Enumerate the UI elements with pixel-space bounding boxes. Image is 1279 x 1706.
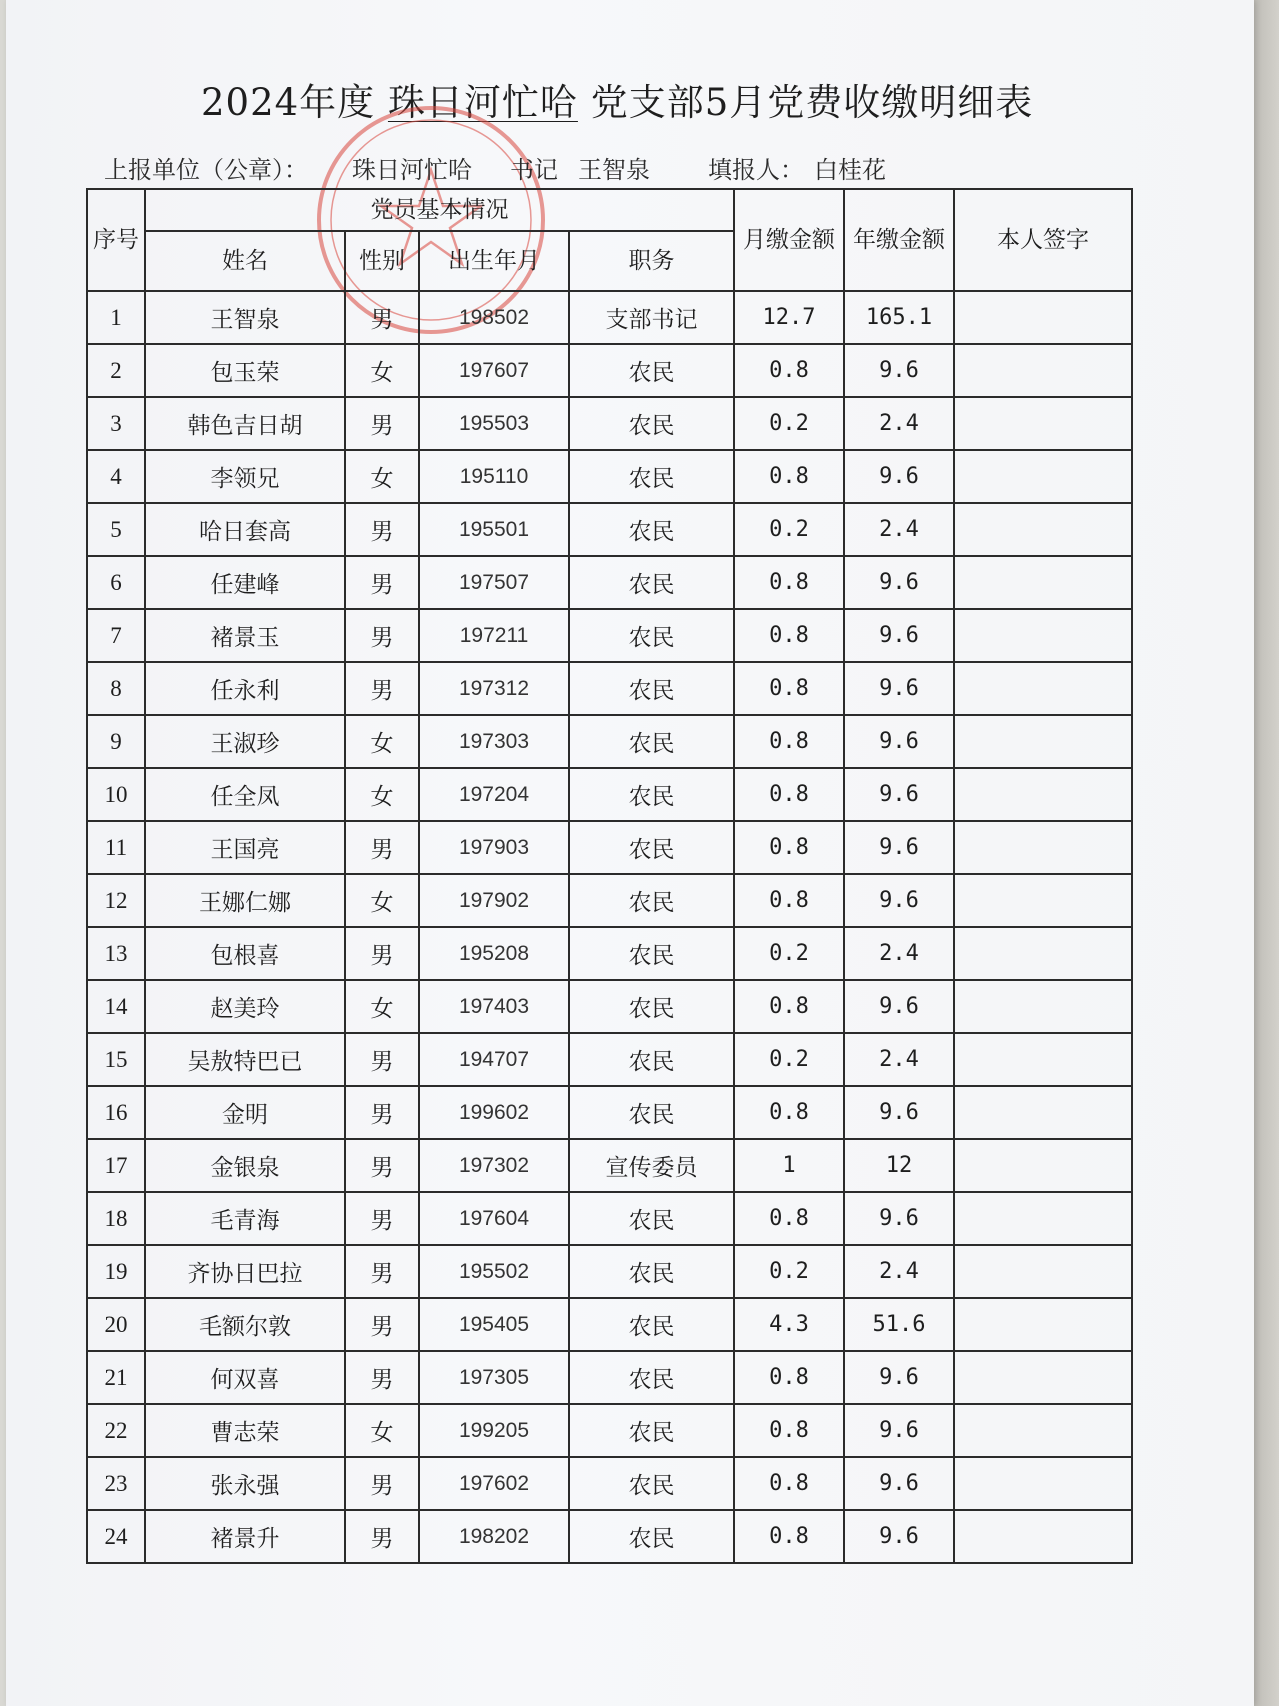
row-yearly-fee: 12 bbox=[844, 1139, 954, 1192]
row-yearly-fee: 9.6 bbox=[844, 662, 954, 715]
row-signature-cell[interactable] bbox=[954, 609, 1132, 662]
row-index: 1 bbox=[87, 291, 145, 344]
title-branch: 珠日河忙哈 bbox=[387, 81, 578, 124]
row-birth: 195405 bbox=[419, 1298, 569, 1351]
row-index: 22 bbox=[87, 1404, 145, 1457]
row-monthly-fee: 0.8 bbox=[734, 1351, 844, 1404]
row-monthly-fee: 12.7 bbox=[734, 291, 844, 344]
row-monthly-fee: 0.8 bbox=[734, 662, 844, 715]
table-row bbox=[87, 768, 1132, 821]
row-name: 任全凤 bbox=[145, 768, 345, 821]
row-gender: 男 bbox=[345, 1457, 419, 1510]
row-monthly-fee: 0.8 bbox=[734, 556, 844, 609]
row-monthly-fee: 0.8 bbox=[734, 874, 844, 927]
row-gender: 女 bbox=[345, 874, 419, 927]
col-header-gender: 性别 bbox=[345, 231, 419, 291]
row-birth: 195110 bbox=[419, 450, 569, 503]
row-gender: 男 bbox=[345, 662, 419, 715]
row-monthly-fee: 0.8 bbox=[734, 1404, 844, 1457]
row-signature-cell[interactable] bbox=[954, 556, 1132, 609]
row-gender: 男 bbox=[345, 1245, 419, 1298]
row-index: 13 bbox=[87, 927, 145, 980]
row-yearly-fee: 2.4 bbox=[844, 927, 954, 980]
row-monthly-fee: 0.2 bbox=[734, 1033, 844, 1086]
row-birth: 197903 bbox=[419, 821, 569, 874]
row-index: 15 bbox=[87, 1033, 145, 1086]
row-birth: 197302 bbox=[419, 1139, 569, 1192]
row-monthly-fee: 0.8 bbox=[734, 1192, 844, 1245]
page-edge-shadow bbox=[1254, 0, 1279, 1706]
row-index: 10 bbox=[87, 768, 145, 821]
row-position: 农民 bbox=[569, 1033, 734, 1086]
row-signature-cell[interactable] bbox=[954, 1298, 1132, 1351]
row-position: 农民 bbox=[569, 1298, 734, 1351]
table-row bbox=[87, 1351, 1132, 1404]
row-signature-cell[interactable] bbox=[954, 874, 1132, 927]
row-signature-cell[interactable] bbox=[954, 1457, 1132, 1510]
table-row bbox=[87, 1245, 1132, 1298]
row-gender: 男 bbox=[345, 1192, 419, 1245]
row-signature-cell[interactable] bbox=[954, 344, 1132, 397]
row-yearly-fee: 51.6 bbox=[844, 1298, 954, 1351]
row-yearly-fee: 9.6 bbox=[844, 450, 954, 503]
row-birth: 197204 bbox=[419, 768, 569, 821]
table-row bbox=[87, 1139, 1132, 1192]
row-gender: 女 bbox=[345, 768, 419, 821]
row-name: 毛青海 bbox=[145, 1192, 345, 1245]
row-position: 农民 bbox=[569, 715, 734, 768]
row-index: 6 bbox=[87, 556, 145, 609]
row-monthly-fee: 0.8 bbox=[734, 980, 844, 1033]
col-header-position: 职务 bbox=[569, 231, 734, 291]
table-row bbox=[87, 503, 1132, 556]
row-name: 任永利 bbox=[145, 662, 345, 715]
row-monthly-fee: 0.8 bbox=[734, 450, 844, 503]
row-monthly-fee: 4.3 bbox=[734, 1298, 844, 1351]
row-yearly-fee: 9.6 bbox=[844, 715, 954, 768]
unit-label: 上报单位（公章）： bbox=[104, 156, 308, 184]
row-signature-cell[interactable] bbox=[954, 1086, 1132, 1139]
row-birth: 197211 bbox=[419, 609, 569, 662]
row-signature-cell[interactable] bbox=[954, 1139, 1132, 1192]
row-index: 16 bbox=[87, 1086, 145, 1139]
row-monthly-fee: 0.2 bbox=[734, 503, 844, 556]
row-position: 农民 bbox=[569, 397, 734, 450]
row-monthly-fee: 0.8 bbox=[734, 715, 844, 768]
row-signature-cell[interactable] bbox=[954, 980, 1132, 1033]
row-name: 张永强 bbox=[145, 1457, 345, 1510]
row-gender: 男 bbox=[345, 927, 419, 980]
col-header-group: 党员基本情况 bbox=[145, 189, 734, 231]
row-yearly-fee: 9.6 bbox=[844, 344, 954, 397]
table-row bbox=[87, 1404, 1132, 1457]
row-position: 农民 bbox=[569, 1351, 734, 1404]
row-position: 农民 bbox=[569, 556, 734, 609]
row-monthly-fee: 0.8 bbox=[734, 344, 844, 397]
row-signature-cell[interactable] bbox=[954, 1351, 1132, 1404]
row-index: 23 bbox=[87, 1457, 145, 1510]
row-birth: 197305 bbox=[419, 1351, 569, 1404]
row-gender: 女 bbox=[345, 450, 419, 503]
row-monthly-fee: 0.2 bbox=[734, 1245, 844, 1298]
filler-label: 填报人： bbox=[708, 156, 804, 184]
row-signature-cell[interactable] bbox=[954, 927, 1132, 980]
row-name: 金银泉 bbox=[145, 1139, 345, 1192]
row-birth: 195208 bbox=[419, 927, 569, 980]
row-index: 20 bbox=[87, 1298, 145, 1351]
row-name: 齐协日巴拉 bbox=[145, 1245, 345, 1298]
row-monthly-fee: 0.8 bbox=[734, 1457, 844, 1510]
party-fee-table bbox=[86, 188, 1133, 1564]
row-birth: 197607 bbox=[419, 344, 569, 397]
row-birth: 197312 bbox=[419, 662, 569, 715]
table-row bbox=[87, 821, 1132, 874]
table-row bbox=[87, 1033, 1132, 1086]
row-position: 农民 bbox=[569, 874, 734, 927]
row-name: 王智泉 bbox=[145, 291, 345, 344]
row-yearly-fee: 9.6 bbox=[844, 821, 954, 874]
row-signature-cell[interactable] bbox=[954, 715, 1132, 768]
report-info-line bbox=[104, 150, 886, 185]
row-position: 农民 bbox=[569, 503, 734, 556]
row-index: 3 bbox=[87, 397, 145, 450]
row-name: 韩色吉日胡 bbox=[145, 397, 345, 450]
row-name: 曹志荣 bbox=[145, 1404, 345, 1457]
row-yearly-fee: 9.6 bbox=[844, 768, 954, 821]
row-position: 农民 bbox=[569, 450, 734, 503]
table-row bbox=[87, 291, 1132, 344]
row-index: 18 bbox=[87, 1192, 145, 1245]
row-signature-cell[interactable] bbox=[954, 1404, 1132, 1457]
row-birth: 197303 bbox=[419, 715, 569, 768]
row-gender: 女 bbox=[345, 980, 419, 1033]
row-index: 9 bbox=[87, 715, 145, 768]
row-yearly-fee: 9.6 bbox=[844, 609, 954, 662]
row-gender: 男 bbox=[345, 1298, 419, 1351]
row-signature-cell[interactable] bbox=[954, 768, 1132, 821]
col-header-name: 姓名 bbox=[145, 231, 345, 291]
row-position: 农民 bbox=[569, 1086, 734, 1139]
row-signature-cell[interactable] bbox=[954, 503, 1132, 556]
row-monthly-fee: 0.8 bbox=[734, 1510, 844, 1563]
col-header-signature: 本人签字 bbox=[954, 189, 1132, 291]
row-monthly-fee: 0.8 bbox=[734, 768, 844, 821]
row-birth: 199602 bbox=[419, 1086, 569, 1139]
row-yearly-fee: 9.6 bbox=[844, 1457, 954, 1510]
row-position: 农民 bbox=[569, 980, 734, 1033]
row-birth: 197604 bbox=[419, 1192, 569, 1245]
row-signature-cell[interactable] bbox=[954, 1245, 1132, 1298]
row-birth: 195501 bbox=[419, 503, 569, 556]
row-name: 包玉荣 bbox=[145, 344, 345, 397]
row-index: 5 bbox=[87, 503, 145, 556]
row-signature-cell[interactable] bbox=[954, 450, 1132, 503]
row-signature-cell[interactable] bbox=[954, 821, 1132, 874]
row-gender: 男 bbox=[345, 1510, 419, 1563]
row-monthly-fee: 0.2 bbox=[734, 397, 844, 450]
row-yearly-fee: 165.1 bbox=[844, 291, 954, 344]
row-index: 14 bbox=[87, 980, 145, 1033]
row-gender: 男 bbox=[345, 609, 419, 662]
row-index: 7 bbox=[87, 609, 145, 662]
row-monthly-fee: 0.2 bbox=[734, 927, 844, 980]
row-birth: 195502 bbox=[419, 1245, 569, 1298]
row-name: 何双喜 bbox=[145, 1351, 345, 1404]
row-name: 王国亮 bbox=[145, 821, 345, 874]
row-name: 吴敖特巴已 bbox=[145, 1033, 345, 1086]
row-name: 包根喜 bbox=[145, 927, 345, 980]
table-row bbox=[87, 1510, 1132, 1563]
row-yearly-fee: 9.6 bbox=[844, 556, 954, 609]
table-row bbox=[87, 927, 1132, 980]
row-position: 农民 bbox=[569, 768, 734, 821]
col-header-monthly: 月缴金额 bbox=[734, 189, 844, 291]
table-body bbox=[87, 291, 1132, 1563]
row-name: 王淑珍 bbox=[145, 715, 345, 768]
row-signature-cell[interactable] bbox=[954, 1192, 1132, 1245]
row-birth: 197902 bbox=[419, 874, 569, 927]
row-position: 支部书记 bbox=[569, 291, 734, 344]
col-header-index: 序号 bbox=[87, 189, 145, 291]
row-position: 农民 bbox=[569, 1245, 734, 1298]
unit-value: 珠日河忙哈 bbox=[352, 156, 472, 184]
row-yearly-fee: 2.4 bbox=[844, 503, 954, 556]
row-gender: 男 bbox=[345, 821, 419, 874]
row-index: 17 bbox=[87, 1139, 145, 1192]
row-name: 褚景玉 bbox=[145, 609, 345, 662]
row-index: 11 bbox=[87, 821, 145, 874]
row-yearly-fee: 9.6 bbox=[844, 1510, 954, 1563]
table-row bbox=[87, 344, 1132, 397]
title-year: 2024年度 bbox=[201, 81, 376, 124]
row-position: 农民 bbox=[569, 609, 734, 662]
row-birth: 197507 bbox=[419, 556, 569, 609]
table-row bbox=[87, 1086, 1132, 1139]
row-index: 2 bbox=[87, 344, 145, 397]
row-index: 4 bbox=[87, 450, 145, 503]
row-gender: 男 bbox=[345, 1139, 419, 1192]
row-position: 农民 bbox=[569, 1457, 734, 1510]
title-rest: 党支部5月党费收缴明细表 bbox=[590, 81, 1034, 124]
row-name: 毛额尔敦 bbox=[145, 1298, 345, 1351]
row-position: 农民 bbox=[569, 1192, 734, 1245]
row-name: 李领兄 bbox=[145, 450, 345, 503]
row-gender: 男 bbox=[345, 1086, 419, 1139]
row-name: 哈日套高 bbox=[145, 503, 345, 556]
row-signature-cell[interactable] bbox=[954, 662, 1132, 715]
row-index: 12 bbox=[87, 874, 145, 927]
table-row bbox=[87, 662, 1132, 715]
col-header-birth: 出生年月 bbox=[419, 231, 569, 291]
table-row bbox=[87, 715, 1132, 768]
row-birth: 199205 bbox=[419, 1404, 569, 1457]
row-yearly-fee: 2.4 bbox=[844, 1245, 954, 1298]
row-position: 宣传委员 bbox=[569, 1139, 734, 1192]
secretary-label: 书记 bbox=[510, 156, 558, 184]
row-gender: 男 bbox=[345, 1351, 419, 1404]
row-signature-cell[interactable] bbox=[954, 1033, 1132, 1086]
row-yearly-fee: 9.6 bbox=[844, 874, 954, 927]
document-page bbox=[6, 0, 1254, 1706]
row-birth: 197602 bbox=[419, 1457, 569, 1510]
row-name: 金明 bbox=[145, 1086, 345, 1139]
secretary-value: 王智泉 bbox=[578, 156, 650, 184]
row-gender: 男 bbox=[345, 291, 419, 344]
table-row bbox=[87, 980, 1132, 1033]
row-yearly-fee: 9.6 bbox=[844, 1404, 954, 1457]
row-position: 农民 bbox=[569, 1510, 734, 1563]
row-index: 19 bbox=[87, 1245, 145, 1298]
row-position: 农民 bbox=[569, 662, 734, 715]
row-index: 21 bbox=[87, 1351, 145, 1404]
row-yearly-fee: 9.6 bbox=[844, 1192, 954, 1245]
table-row bbox=[87, 556, 1132, 609]
row-position: 农民 bbox=[569, 821, 734, 874]
row-birth: 197403 bbox=[419, 980, 569, 1033]
row-name: 任建峰 bbox=[145, 556, 345, 609]
row-position: 农民 bbox=[569, 927, 734, 980]
row-monthly-fee: 0.8 bbox=[734, 609, 844, 662]
row-signature-cell[interactable] bbox=[954, 1510, 1132, 1563]
row-birth: 198202 bbox=[419, 1510, 569, 1563]
row-gender: 女 bbox=[345, 715, 419, 768]
row-gender: 男 bbox=[345, 397, 419, 450]
row-index: 24 bbox=[87, 1510, 145, 1563]
col-header-yearly: 年缴金额 bbox=[844, 189, 954, 291]
table-row bbox=[87, 874, 1132, 927]
row-signature-cell[interactable] bbox=[954, 291, 1132, 344]
row-yearly-fee: 2.4 bbox=[844, 1033, 954, 1086]
row-name: 赵美玲 bbox=[145, 980, 345, 1033]
row-gender: 男 bbox=[345, 1033, 419, 1086]
table-row bbox=[87, 397, 1132, 450]
row-gender: 女 bbox=[345, 344, 419, 397]
row-yearly-fee: 9.6 bbox=[844, 1351, 954, 1404]
row-gender: 女 bbox=[345, 1404, 419, 1457]
row-gender: 男 bbox=[345, 503, 419, 556]
row-monthly-fee: 0.8 bbox=[734, 821, 844, 874]
row-monthly-fee: 1 bbox=[734, 1139, 844, 1192]
row-yearly-fee: 2.4 bbox=[844, 397, 954, 450]
row-monthly-fee: 0.8 bbox=[734, 1086, 844, 1139]
row-birth: 194707 bbox=[419, 1033, 569, 1086]
row-birth: 198502 bbox=[419, 291, 569, 344]
table-row bbox=[87, 1192, 1132, 1245]
table-row bbox=[87, 450, 1132, 503]
row-position: 农民 bbox=[569, 1404, 734, 1457]
row-yearly-fee: 9.6 bbox=[844, 1086, 954, 1139]
table-row bbox=[87, 609, 1132, 662]
filler-value: 白桂花 bbox=[814, 156, 886, 184]
row-index: 8 bbox=[87, 662, 145, 715]
row-position: 农民 bbox=[569, 344, 734, 397]
row-name: 王娜仁娜 bbox=[145, 874, 345, 927]
row-yearly-fee: 9.6 bbox=[844, 980, 954, 1033]
row-gender: 男 bbox=[345, 556, 419, 609]
row-birth: 195503 bbox=[419, 397, 569, 450]
table-row bbox=[87, 1298, 1132, 1351]
row-signature-cell[interactable] bbox=[954, 397, 1132, 450]
table-row bbox=[87, 1457, 1132, 1510]
row-name: 褚景升 bbox=[145, 1510, 345, 1563]
